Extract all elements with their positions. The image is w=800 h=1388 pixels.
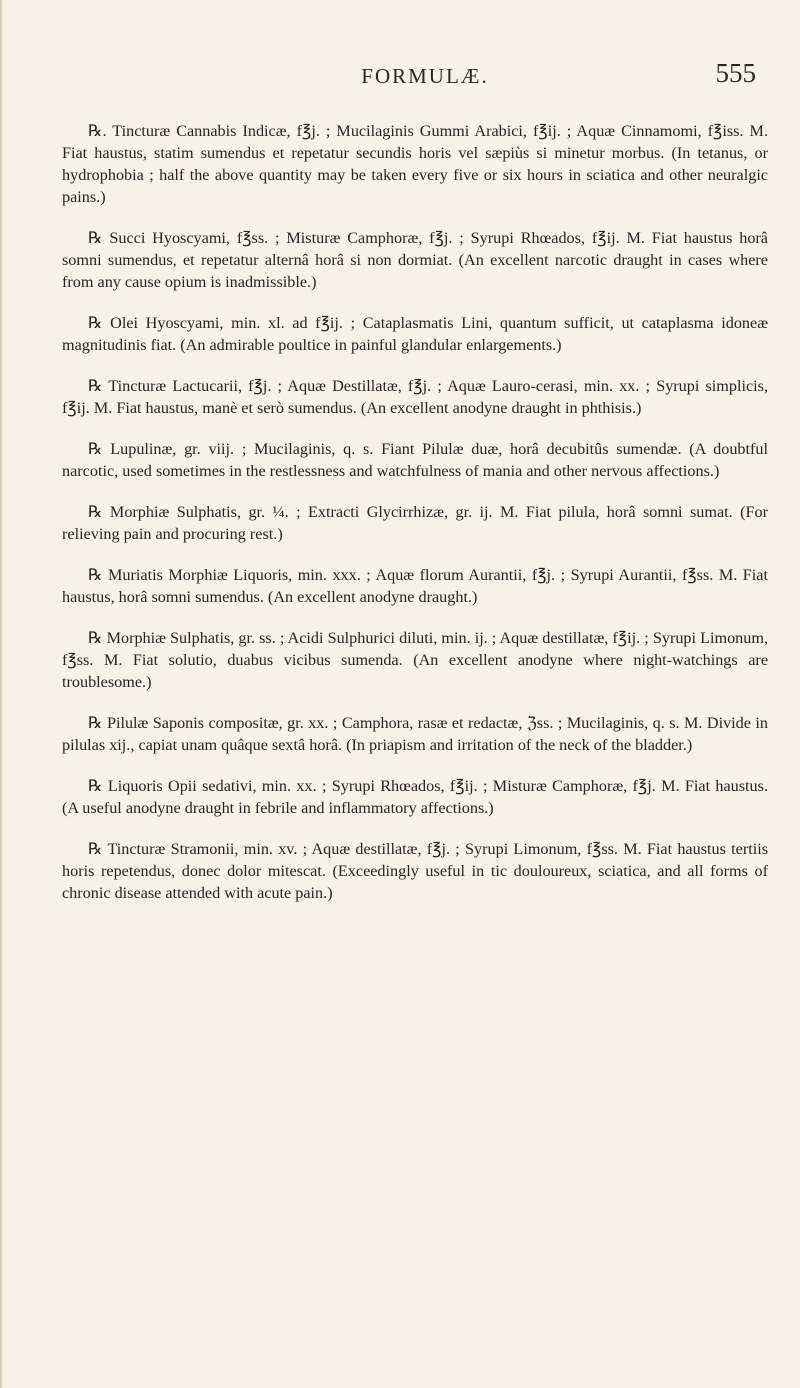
formula-lupulin-pills: ℞ Lupulinæ, gr. viij. ; Mucilaginis, q. s. Fiant Pilulæ duæ, horâ decubitûs sumendæ. (A doubtful narcotic, used sometimes in the restlessness and watchfulness of mania and other nervous affections.) xyxy=(62,440,768,480)
formula-lactucarium-draught: ℞ Tincturæ Lactucarii, f℥j. ; Aquæ Destillatæ, f℥j. ; Aquæ Lauro-cerasi, min. xx. ; Syrupi simplicis, f℥ij. M. Fiat haustus, manè et serò sumendus. (An excellent anodyne draught in phthisis.) xyxy=(62,377,768,417)
formula-soap-pills: ℞ Pilulæ Saponis compositæ, gr. xx. ; Camphora, rasæ et redactæ, ℨss. ; Mucilaginis, q. s. M. Divide in pilulas xij., capiat unam quâque sextâ horâ. (In priapism and irritation of the neck of the bladder.) xyxy=(62,714,768,754)
running-head: FORMULÆ. xyxy=(361,64,489,88)
formula-morphia-pill: ℞ Morphiæ Sulphatis, gr. ¼. ; Extracti Glycirrhizæ, gr. ij. M. Fiat pilula, horâ somni sumat. (For relieving pain and procuring rest.) xyxy=(62,503,768,543)
page-header xyxy=(90,58,760,98)
formulae-list xyxy=(62,120,768,923)
formula-hyoscyamus-poultice: ℞ Olei Hyoscyami, min. xl. ad f℥ij. ; Cataplasmatis Lini, quantum sufficit, ut cataplasma idoneæ magnitudinis fiat. (An admirable poultice in painful glandular enlargements.) xyxy=(62,314,768,354)
formula-morphia-solution: ℞ Morphiæ Sulphatis, gr. ss. ; Acidi Sulphurici diluti, min. ij. ; Aquæ destillatæ, f℥ij. ; Syrupi Limonum, f℥ss. M. Fiat solutio, duabus vicibus sumenda. (An excellent anodyne where night-watchings are troublesome.) xyxy=(62,629,768,691)
formula-cannabis-draught: ℞. Tincturæ Cannabis Indicæ, f℥j. ; Mucilaginis Gummi Arabici, f℥ij. ; Aquæ Cinnamomi, f℥iss. M. Fiat haustus, statim sumendus et repetatur secundis horis vel sæpiùs si minetur morbus. (In tetanus, or hydrophobia ; half the above quantity may be taken every five or six hours in sciatica and other neuralgic pains.) xyxy=(62,122,768,206)
formula-hyoscyamus-draught: ℞ Succi Hyoscyami, f℥ss. ; Misturæ Camphoræ, f℥j. ; Syrupi Rhœados, f℥ij. M. Fiat haustus horâ somni sumendus, et repetatur alternâ horâ si non dormiat. (An excellent narcotic draught in cases where from any cause opium is inadmissible.) xyxy=(62,229,768,291)
formula-stramonium-draught: ℞ Tincturæ Stramonii, min. xv. ; Aquæ destillatæ, f℥j. ; Syrupi Limonum, f℥ss. M. Fiat haustus tertiis horis repetendus, donec dolor mitescat. (Exceedingly useful in tic douloureux, sciatica, and all forms of chronic disease attended with acute pain.) xyxy=(62,840,768,902)
formula-morphia-muriate-draught: ℞ Muriatis Morphiæ Liquoris, min. xxx. ; Aquæ florum Aurantii, f℥j. ; Syrupi Aurantii, f℥ss. M. Fiat haustus, horâ somni sumendus. (An excellent anodyne draught.) xyxy=(62,566,768,606)
page-gutter-edge xyxy=(0,0,3,1388)
formula-opium-draught: ℞ Liquoris Opii sedativi, min. xx. ; Syrupi Rhœados, f℥ij. ; Misturæ Camphoræ, f℥j. M. Fiat haustus. (A useful anodyne draught in febrile and inflammatory affections.) xyxy=(62,777,768,817)
page-number: 555 xyxy=(715,58,756,88)
